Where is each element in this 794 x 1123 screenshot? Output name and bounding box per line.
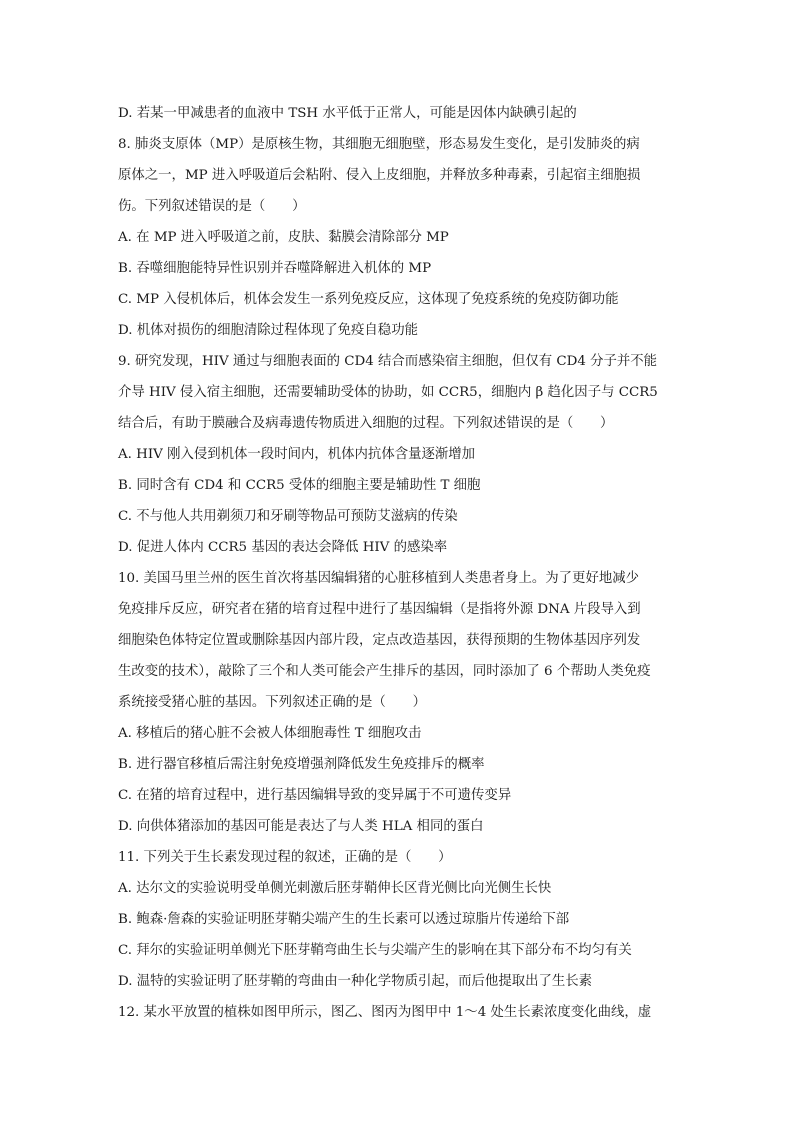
option-c-q8: C. MP 入侵机体后，机体会发生一系列免疫反应，这体现了免疫系统的免疫防御功能 [118, 292, 619, 307]
option-b-q11: B. 鲍森·詹森的实验证明胚芽鞘尖端产生的生长素可以透过琼脂片传递给下部 [118, 912, 570, 927]
option-d-q7: D. 若某一甲减患者的血液中 TSH 水平低于正常人，可能是因体内缺碘引起的 [118, 106, 577, 121]
option-d-q8: D. 机体对损伤的细胞清除过程体现了免疫自稳功能 [118, 323, 418, 338]
option-b-q8: B. 吞噬细胞能特异性识别并吞噬降解进入机体的 MP [118, 261, 432, 276]
question-11-stem: 11. 下列关于生长素发现过程的叙述，正确的是（ ） [118, 850, 452, 865]
question-8-stem: 8. 肺炎支原体（MP）是原核生物，其细胞无细胞壁，形态易发生变化，是引发肺炎的病 [118, 137, 640, 152]
question-10-stem: 10. 美国马里兰州的医生首次将基因编辑猪的心脏移植到人类患者身上。为了更好地减少 [118, 571, 640, 586]
question-10-stem-cont: 生改变的技术），敲除了三个和人类可能会产生排斥的基因，同时添加了 6 个帮助人类免疫 [118, 664, 651, 679]
question-9-stem: 9. 研究发现，HIV 通过与细胞表面的 CD4 结合而感染宿主细胞，但仅有 CD4 分子并不能 [118, 354, 658, 369]
option-a-q9: A. HIV 刚入侵到机体一段时间内，机体内抗体含量逐渐增加 [118, 447, 476, 462]
option-d-q11: D. 温特的实验证明了胚芽鞘的弯曲由一种化学物质引起，而后他提取出了生长素 [118, 974, 593, 989]
question-10-stem-cont: 细胞染色体特定位置或删除基因内部片段，定点改造基因，获得预期的生物体基因序列发 [118, 633, 641, 648]
option-d-q9: D. 促进人体内 CCR5 基因的表达会降低 HIV 的感染率 [118, 540, 448, 555]
option-a-q11: A. 达尔文的实验说明受单侧光刺激后胚芽鞘伸长区背光侧比向光侧生长快 [118, 881, 552, 896]
option-c-q9: C. 不与他人共用剃须刀和牙刷等物品可预防艾滋病的传染 [118, 509, 458, 524]
option-a-q8: A. 在 MP 进入呼吸道之前，皮肤、黏膜会清除部分 MP [118, 230, 449, 245]
question-10-stem-cont: 免疫排斥反应，研究者在猪的培育过程中进行了基因编辑（是指将外源 DNA 片段导入到 [118, 602, 641, 617]
option-c-q11: C. 拜尔的实验证明单侧光下胚芽鞘弯曲生长与尖端产生的影响在其下部分布不均匀有关 [118, 943, 632, 958]
option-b-q9: B. 同时含有 CD4 和 CCR5 受体的细胞主要是辅助性 T 细胞 [118, 478, 481, 493]
question-12-stem: 12. 某水平放置的植株如图甲所示，图乙、图丙为图甲中 1～4 处生长素浓度变化曲线，虚 [118, 1005, 652, 1020]
question-10-stem-cont: 系统接受猪心脏的基因。下列叙述正确的是（ ） [118, 695, 426, 710]
question-8-stem-cont: 伤。下列叙述错误的是（ ） [118, 199, 306, 214]
option-b-q10: B. 进行器官移植后需注射免疫增强剂降低发生免疫排斥的概率 [118, 757, 485, 772]
option-d-q10: D. 向供体猪添加的基因可能是表达了与人类 HLA 相同的蛋白 [118, 819, 484, 834]
option-a-q10: A. 移植后的猪心脏不会被人体细胞毒性 T 细胞攻击 [118, 726, 422, 741]
option-c-q10: C. 在猪的培育过程中，进行基因编辑导致的变异属于不可遗传变异 [118, 788, 512, 803]
document-body [118, 98, 678, 1028]
question-9-stem-cont: 介导 HIV 侵入宿主细胞，还需要辅助受体的协助，如 CCR5，细胞内 β 趋化因子与 CCR5 [118, 385, 658, 400]
question-8-stem-cont: 原体之一，MP 进入呼吸道后会粘附、侵入上皮细胞，并释放多种毒素，引起宿主细胞损 [118, 168, 641, 183]
question-9-stem-cont: 结合后，有助于膜融合及病毒遗传物质进入细胞的过程。下列叙述错误的是（ ） [118, 416, 614, 431]
